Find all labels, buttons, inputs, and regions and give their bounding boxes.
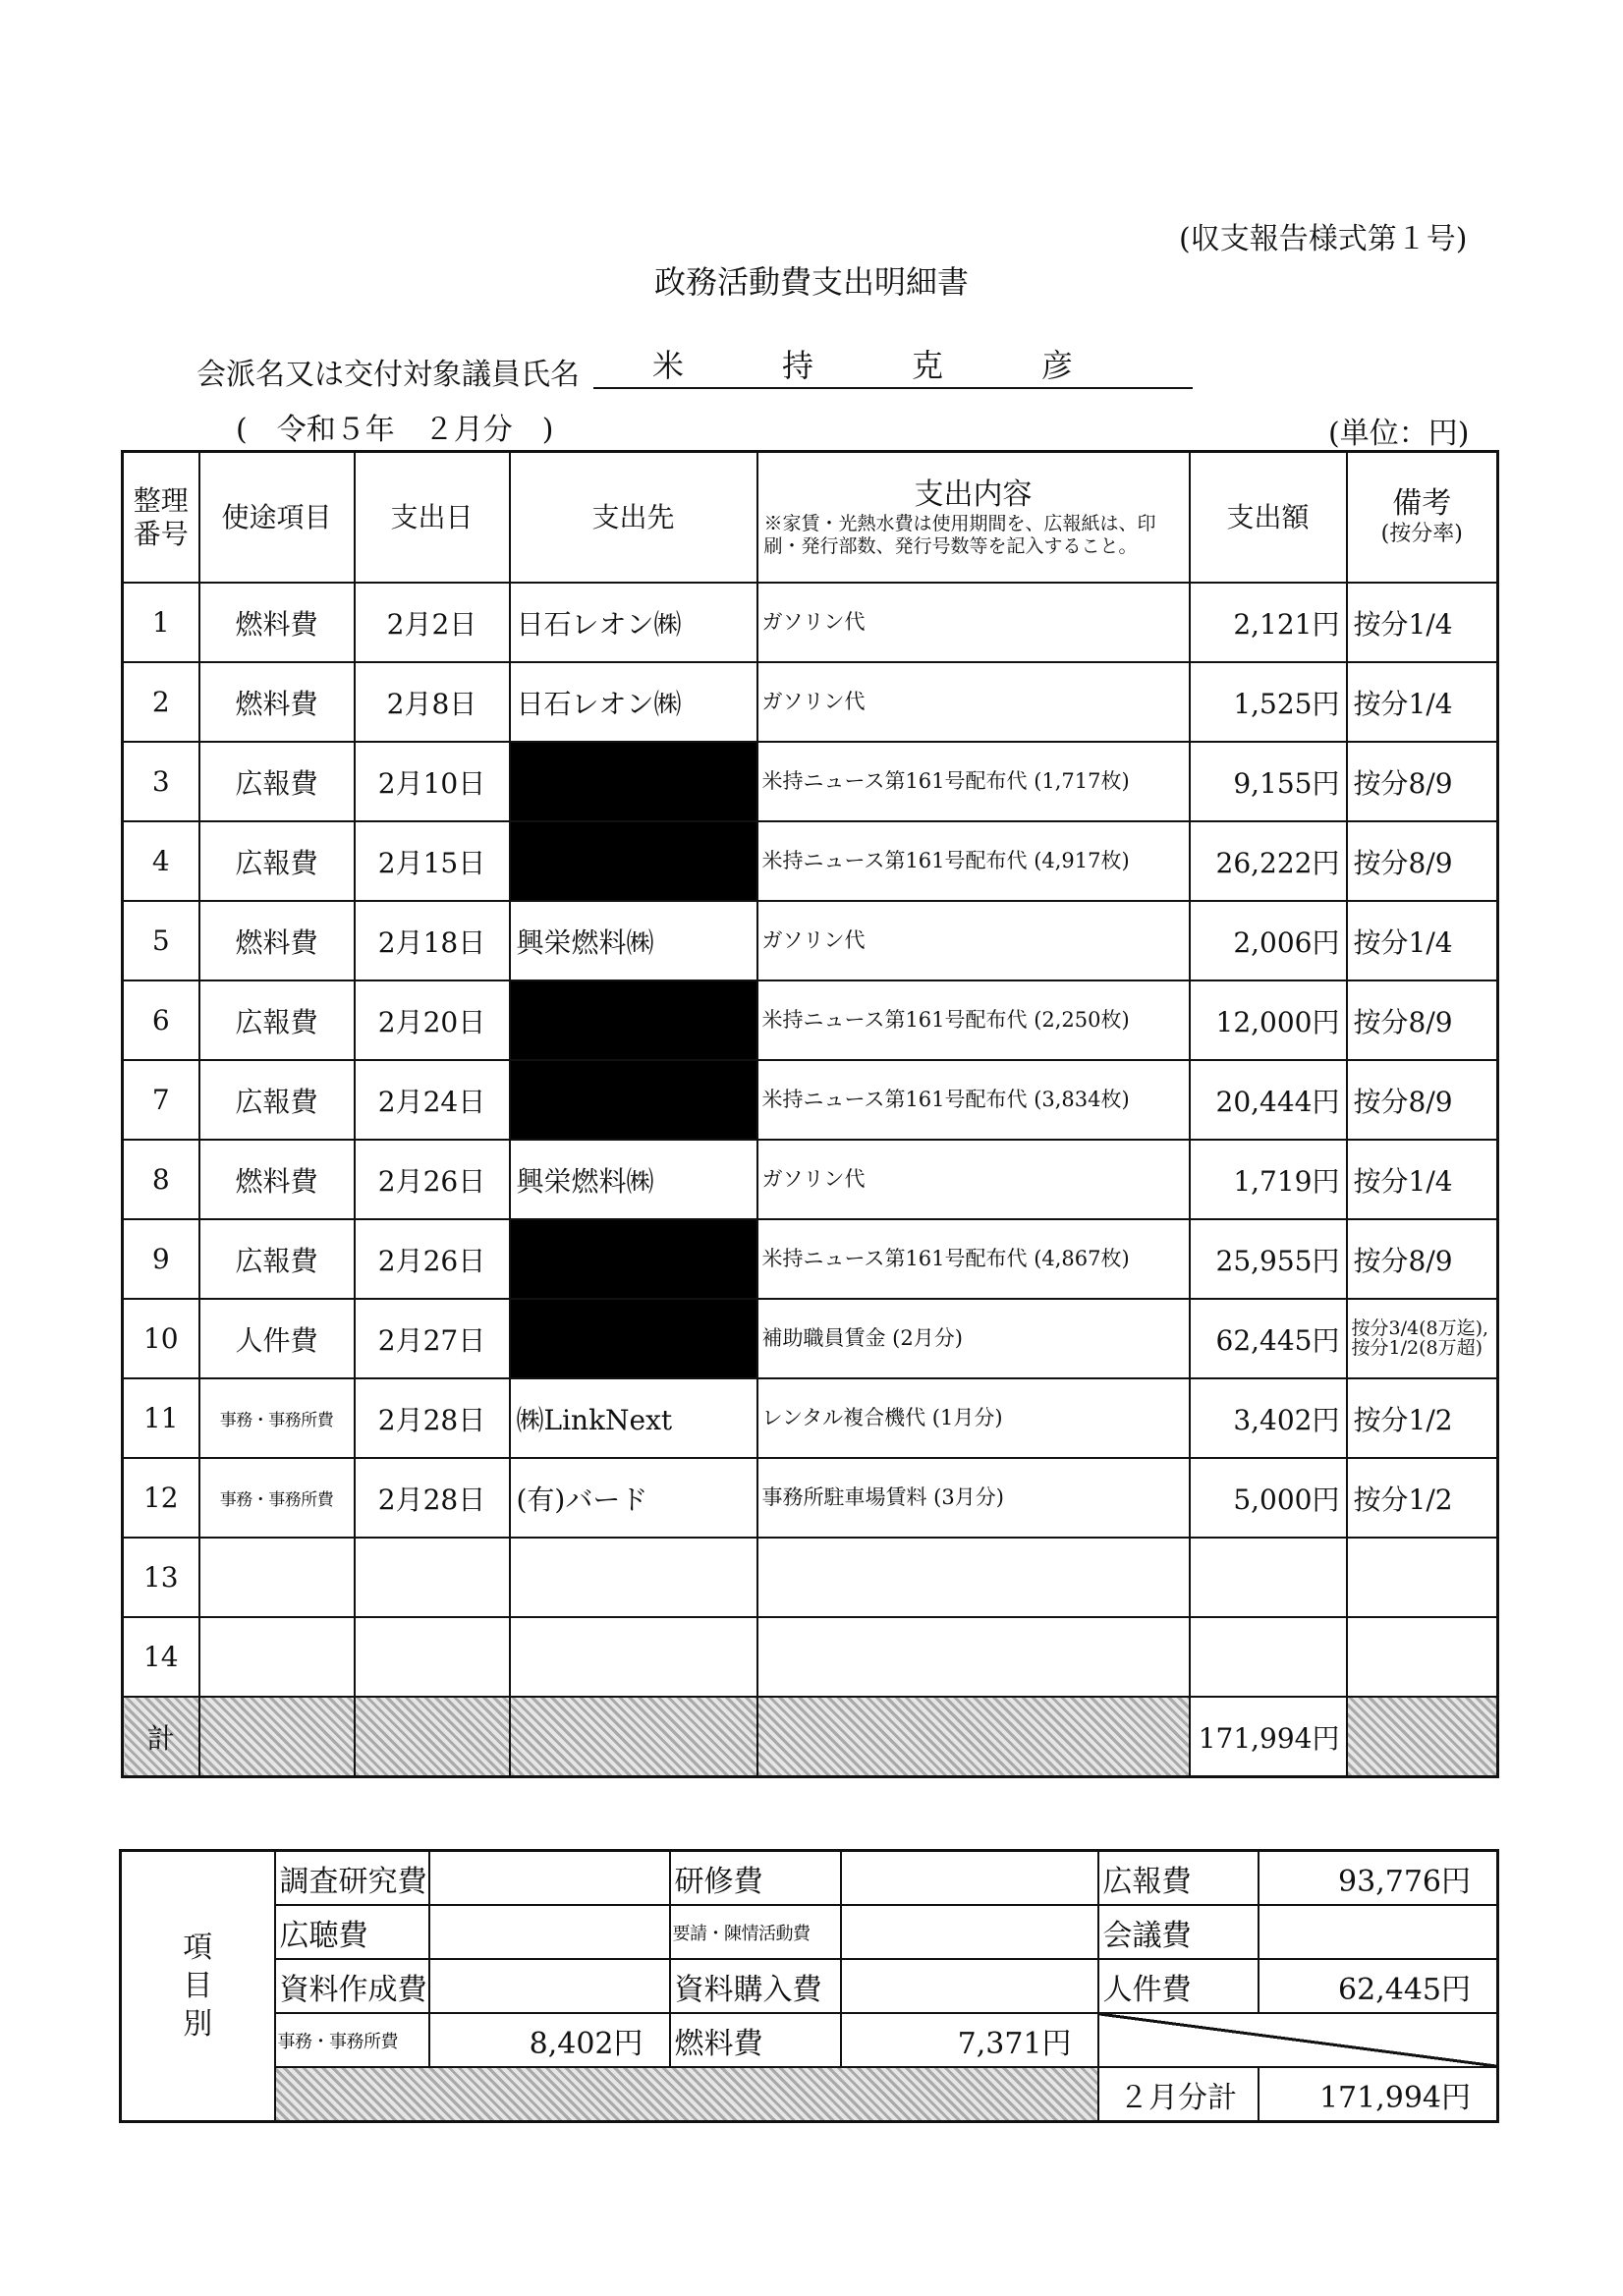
row-date: 2月18日 — [355, 901, 510, 980]
row-content — [757, 1538, 1190, 1617]
header-remarks-sub: (按分率) — [1380, 522, 1463, 547]
total-label: 計 — [123, 1697, 199, 1777]
training-label: 研修費 — [670, 1851, 841, 1906]
row-item: 広報費 — [199, 742, 355, 821]
month-total-value: 171,994円 — [1259, 2067, 1498, 2122]
row-content: レンタル複合機代 (1月分) — [757, 1378, 1190, 1458]
row-amount — [1190, 1617, 1347, 1697]
row-date: 2月27日 — [355, 1299, 510, 1378]
header-no: 整理番号 — [123, 452, 199, 584]
row-remarks: 按分1/2 — [1347, 1458, 1498, 1538]
row-remarks: 按分1/4 — [1347, 662, 1498, 742]
row-payee: 興栄燃料㈱ — [510, 901, 757, 980]
table-row — [123, 742, 1498, 821]
row-no: 8 — [123, 1140, 199, 1219]
table-row — [123, 1219, 1498, 1299]
row-payee: 日石レオン㈱ — [510, 662, 757, 742]
row-no: 12 — [123, 1458, 199, 1538]
header-payee: 支出先 — [510, 452, 757, 584]
total-hatch — [199, 1697, 355, 1777]
row-date — [355, 1617, 510, 1697]
summary-side-label: 項 目 別 — [121, 1851, 275, 2122]
row-no: 1 — [123, 583, 199, 662]
row-no: 11 — [123, 1378, 199, 1458]
row-item: 広報費 — [199, 980, 355, 1060]
header-remarks-title: 備考 — [1392, 486, 1452, 522]
row-date: 2月24日 — [355, 1060, 510, 1140]
row-amount — [1190, 1538, 1347, 1617]
row-amount: 1,719円 — [1190, 1140, 1347, 1219]
row-amount: 1,525円 — [1190, 662, 1347, 742]
personnel-value: 62,445円 — [1259, 1959, 1498, 2013]
row-no: 2 — [123, 662, 199, 742]
row-payee: (有)バード — [510, 1458, 757, 1538]
month-total-label: ２月分計 — [1098, 2067, 1259, 2122]
table-row — [123, 583, 1498, 662]
row-item: 燃料費 — [199, 662, 355, 742]
table-row — [123, 1458, 1498, 1538]
header-amount: 支出額 — [1190, 452, 1347, 584]
table-row — [123, 1299, 1498, 1378]
table-row — [123, 1378, 1498, 1458]
expense-detail-table — [121, 450, 1499, 1778]
row-item — [199, 1617, 355, 1697]
fuel-label: 燃料費 — [670, 2013, 841, 2067]
row-remarks: 按分1/2 — [1347, 1378, 1498, 1458]
office-label: 事務・事務所費 — [275, 2013, 429, 2067]
row-date: 2月2日 — [355, 583, 510, 662]
row-date: 2月20日 — [355, 980, 510, 1060]
office-value: 8,402円 — [429, 2013, 670, 2067]
row-payee — [510, 1617, 757, 1697]
materials-value — [429, 1959, 670, 2013]
redacted-payee — [510, 980, 757, 1060]
row-no: 9 — [123, 1219, 199, 1299]
row-remarks: 按分8/9 — [1347, 821, 1498, 901]
row-item: 燃料費 — [199, 901, 355, 980]
row-item: 事務・事務所費 — [199, 1458, 355, 1538]
header-date: 支出日 — [355, 452, 510, 584]
row-payee: 興栄燃料㈱ — [510, 1140, 757, 1219]
meeting-label: 会議費 — [1098, 1905, 1259, 1959]
row-no: 3 — [123, 742, 199, 821]
row-content: 事務所駐車場賃料 (3月分) — [757, 1458, 1190, 1538]
row-payee — [510, 1538, 757, 1617]
row-remarks: 按分8/9 — [1347, 980, 1498, 1060]
meeting-value — [1259, 1905, 1498, 1959]
row-date — [355, 1538, 510, 1617]
summary-row — [121, 1905, 1498, 1959]
row-date: 2月26日 — [355, 1140, 510, 1219]
pr-value: 93,776円 — [1259, 1851, 1498, 1906]
row-no: 5 — [123, 901, 199, 980]
total-hatch — [757, 1697, 1190, 1777]
summary-row — [121, 1851, 1498, 1906]
row-item: 事務・事務所費 — [199, 1378, 355, 1458]
purchase-label: 資料購入費 — [670, 1959, 841, 2013]
redacted-payee — [510, 1219, 757, 1299]
row-payee: ㈱LinkNext — [510, 1378, 757, 1458]
personnel-label: 人件費 — [1098, 1959, 1259, 2013]
total-hatch — [355, 1697, 510, 1777]
row-amount: 26,222円 — [1190, 821, 1347, 901]
row-no: 6 — [123, 980, 199, 1060]
petition-value — [841, 1905, 1098, 1959]
table-header-row — [123, 452, 1498, 584]
row-remarks: 按分8/9 — [1347, 1219, 1498, 1299]
row-remarks: 按分1/4 — [1347, 901, 1498, 980]
row-remarks: 按分1/4 — [1347, 1140, 1498, 1219]
fuel-value: 7,371円 — [841, 2013, 1098, 2067]
hearing-label: 広聴費 — [275, 1905, 429, 1959]
row-no: 7 — [123, 1060, 199, 1140]
row-date: 2月15日 — [355, 821, 510, 901]
row-no: 10 — [123, 1299, 199, 1378]
hearing-value — [429, 1905, 670, 1959]
row-payee: 日石レオン㈱ — [510, 583, 757, 662]
summary-total-row — [121, 2067, 1498, 2122]
summary-row — [121, 1959, 1498, 2013]
petition-label: 要請・陳情活動費 — [670, 1905, 841, 1959]
category-summary-table — [119, 1849, 1499, 2123]
row-content: ガソリン代 — [757, 583, 1190, 662]
row-no: 13 — [123, 1538, 199, 1617]
row-no: 4 — [123, 821, 199, 901]
row-remarks — [1347, 1617, 1498, 1697]
header-content — [757, 452, 1190, 584]
summary-row — [121, 2013, 1498, 2067]
row-date: 2月10日 — [355, 742, 510, 821]
redacted-payee — [510, 742, 757, 821]
summary-hatch — [275, 2067, 1098, 2122]
materials-label: 資料作成費 — [275, 1959, 429, 2013]
row-date: 2月8日 — [355, 662, 510, 742]
header-remarks — [1347, 452, 1498, 584]
table-row — [123, 1140, 1498, 1219]
form-number: (収支報告様式第１号) — [1179, 222, 1468, 256]
member-name: 米持克彦 — [593, 344, 1193, 389]
row-content: 米持ニュース第161号配布代 (2,250枚) — [757, 980, 1190, 1060]
row-content: ガソリン代 — [757, 1140, 1190, 1219]
row-item: 広報費 — [199, 1219, 355, 1299]
redacted-payee — [510, 1299, 757, 1378]
header-content-note: ※家賃・光熱水費は使用期間を、広報紙は、印刷・発行部数、発行号数等を記入すること。 — [763, 512, 1156, 557]
row-item: 人件費 — [199, 1299, 355, 1378]
table-row — [123, 662, 1498, 742]
row-item: 広報費 — [199, 821, 355, 901]
row-date: 2月28日 — [355, 1458, 510, 1538]
row-remarks: 按分8/9 — [1347, 1060, 1498, 1140]
total-hatch — [510, 1697, 757, 1777]
row-item — [199, 1538, 355, 1617]
purchase-value — [841, 1959, 1098, 2013]
row-remarks: 按分1/4 — [1347, 583, 1498, 662]
row-content: ガソリン代 — [757, 901, 1190, 980]
row-remarks: 按分8/9 — [1347, 742, 1498, 821]
redacted-payee — [510, 1060, 757, 1140]
training-value — [841, 1851, 1098, 1906]
research-label: 調査研究費 — [275, 1851, 429, 1906]
row-content: ガソリン代 — [757, 662, 1190, 742]
table-row — [123, 901, 1498, 980]
total-hatch — [1347, 1697, 1498, 1777]
row-item: 広報費 — [199, 1060, 355, 1140]
table-row — [123, 1060, 1498, 1140]
row-amount: 5,000円 — [1190, 1458, 1347, 1538]
diagonal-strike-cell — [1098, 2013, 1498, 2067]
document-title: 政務活動費支出明細書 — [653, 263, 969, 301]
header-item: 使途項目 — [199, 452, 355, 584]
table-row — [123, 1617, 1498, 1697]
row-amount: 2,121円 — [1190, 583, 1347, 662]
row-remarks: 按分3/4(8万迄), 按分1/2(8万超) — [1347, 1299, 1498, 1378]
row-content: 米持ニュース第161号配布代 (1,717枚) — [757, 742, 1190, 821]
research-value — [429, 1851, 670, 1906]
row-content: 米持ニュース第161号配布代 (4,917枚) — [757, 821, 1190, 901]
row-content: 補助職員賃金 (2月分) — [757, 1299, 1190, 1378]
table-row — [123, 821, 1498, 901]
row-item: 燃料費 — [199, 1140, 355, 1219]
pr-label: 広報費 — [1098, 1851, 1259, 1906]
reporting-period: ( 令和５年 ２月分 ) — [236, 413, 554, 447]
row-amount: 62,445円 — [1190, 1299, 1347, 1378]
row-date: 2月28日 — [355, 1378, 510, 1458]
header-content-title: 支出内容 — [914, 476, 1033, 512]
row-amount: 2,006円 — [1190, 901, 1347, 980]
row-amount: 9,155円 — [1190, 742, 1347, 821]
row-content: 米持ニュース第161号配布代 (4,867枚) — [757, 1219, 1190, 1299]
row-no: 14 — [123, 1617, 199, 1697]
row-amount: 12,000円 — [1190, 980, 1347, 1060]
table-row — [123, 980, 1498, 1060]
row-date: 2月26日 — [355, 1219, 510, 1299]
redacted-payee — [510, 821, 757, 901]
row-amount: 20,444円 — [1190, 1060, 1347, 1140]
row-content: 米持ニュース第161号配布代 (3,834枚) — [757, 1060, 1190, 1140]
total-amount: 171,994円 — [1190, 1697, 1347, 1777]
unit-label: (単位：円) — [1328, 417, 1470, 451]
total-row — [123, 1697, 1498, 1777]
row-amount: 3,402円 — [1190, 1378, 1347, 1458]
member-name-label: 会派名又は交付対象議員氏名 — [196, 358, 580, 392]
row-amount: 25,955円 — [1190, 1219, 1347, 1299]
row-content — [757, 1617, 1190, 1697]
row-item: 燃料費 — [199, 583, 355, 662]
table-row — [123, 1538, 1498, 1617]
row-remarks — [1347, 1538, 1498, 1617]
